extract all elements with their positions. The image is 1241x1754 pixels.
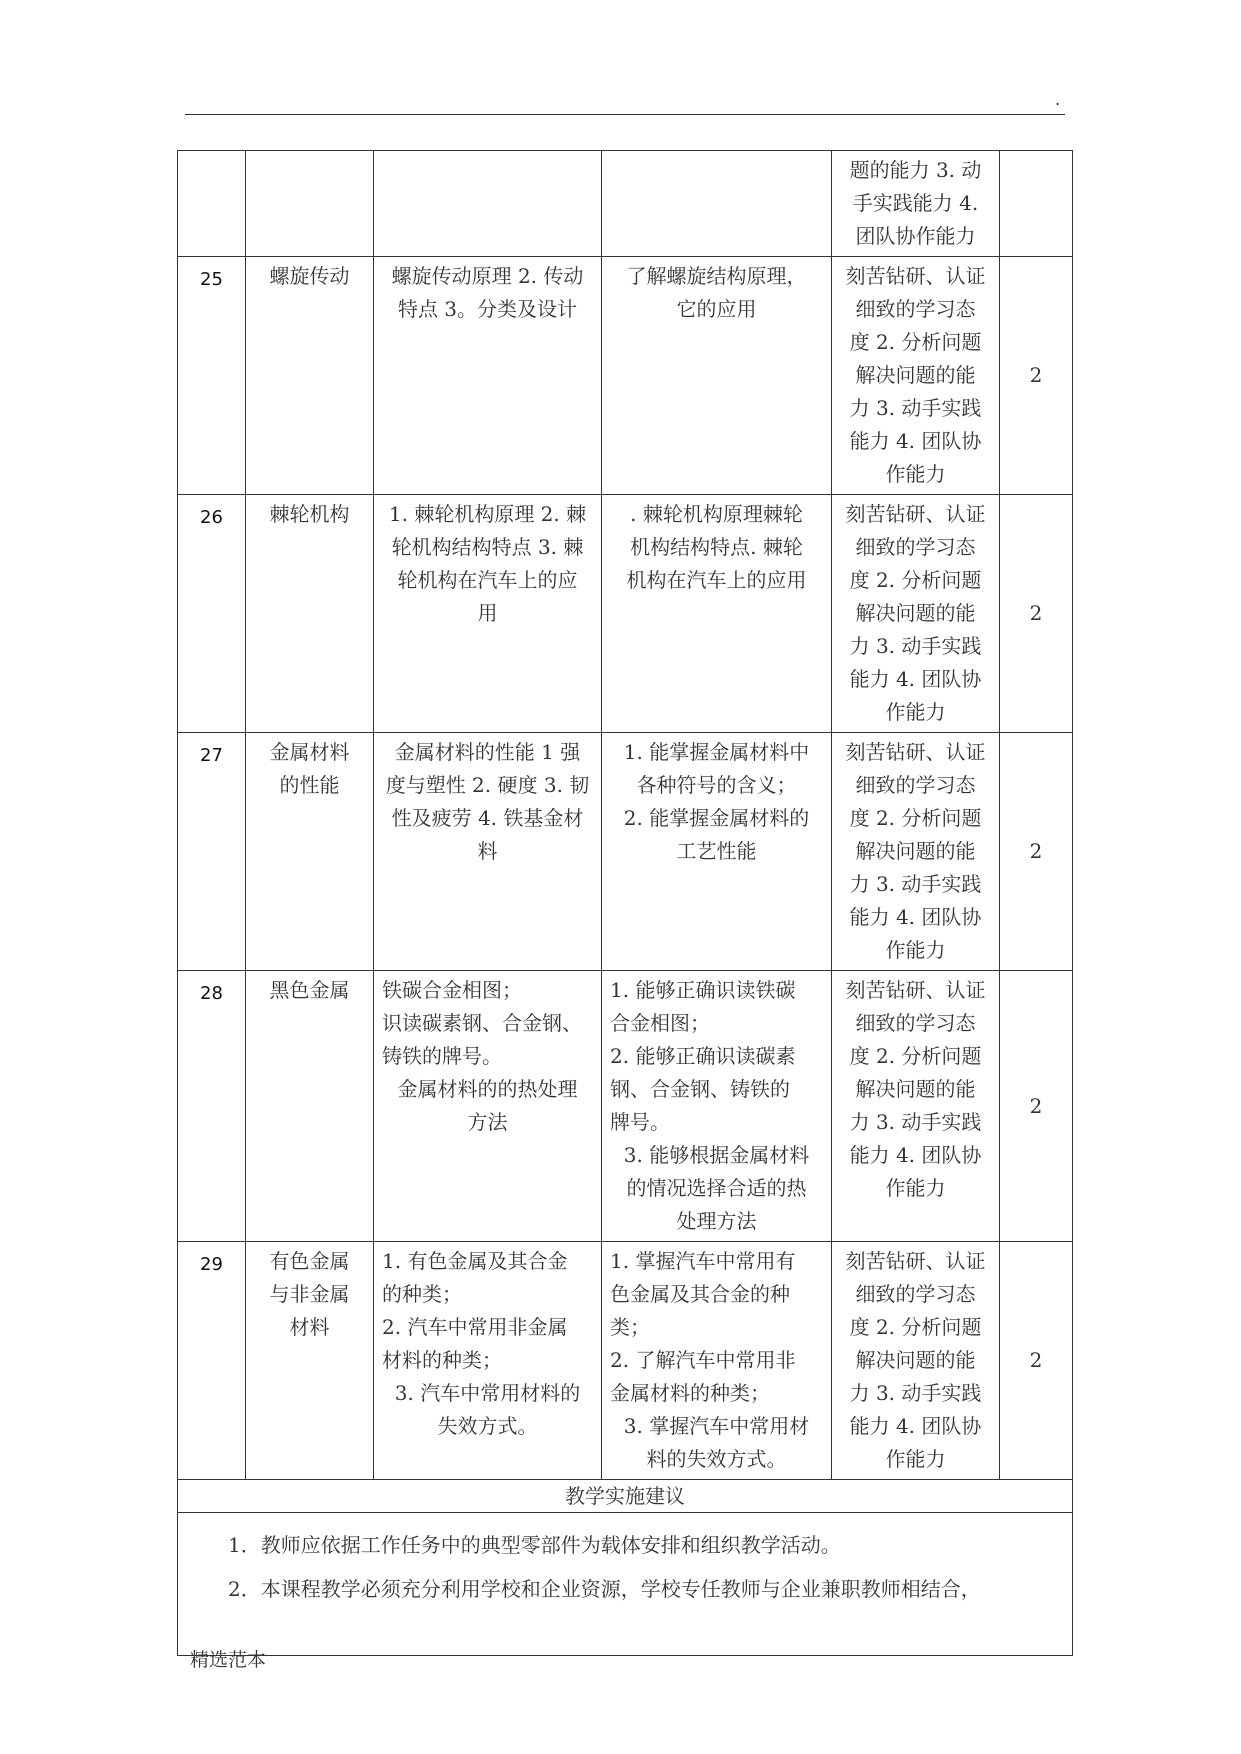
suggestion-item: 2．本课程教学必须充分利用学校和企业资源，学校专任教师与企业兼职教师相结合，: [228, 1577, 981, 1601]
ability-line: 团队协作能力: [855, 224, 976, 248]
section-title: 教学实施建议: [178, 1480, 1073, 1513]
goal-cell: [602, 257, 832, 495]
content-cell: [374, 151, 602, 257]
ability-line: 细致的学习态: [855, 535, 976, 559]
ability-line: 题的能力 3. 动: [849, 158, 982, 182]
ability-line: 刻苦钻研、认证: [845, 502, 986, 526]
name-line: 材料: [289, 1315, 330, 1339]
ability-line: 解决问题的能: [855, 1077, 976, 1101]
goal-line: 机构结构特点. 棘轮: [630, 535, 803, 559]
content-line: 螺旋传动原理 2. 传动: [391, 264, 584, 288]
hours-text: 2: [1029, 601, 1043, 625]
name-line: 金属材料: [269, 740, 350, 764]
ability-line: 度 2. 分析问题: [849, 1315, 982, 1339]
ability-cell: [832, 151, 1000, 257]
row-number: [178, 971, 246, 1242]
goal-cell: [602, 1242, 832, 1480]
content-line: 用: [477, 601, 498, 625]
hours-cell: [1000, 971, 1073, 1242]
hours-cell: [1000, 495, 1073, 733]
course-table: [177, 150, 1073, 1656]
ability-line: 刻苦钻研、认证: [845, 740, 986, 764]
goal-line: 牌号。: [610, 1110, 670, 1134]
table-row-continuation: [178, 151, 1073, 257]
row-number-text: 26: [200, 507, 223, 528]
ability-line: 细致的学习态: [855, 1282, 976, 1306]
row-number-text: 28: [200, 983, 223, 1004]
content-line: 铸铁的牌号。: [382, 1044, 502, 1068]
hours-cell: [1000, 257, 1073, 495]
goal-line: 合金相图；: [610, 1011, 710, 1035]
ability-line: 能力 4. 团队协: [849, 1143, 982, 1167]
content-line: 特点 3。分类及设计: [397, 297, 578, 321]
name-cell: [246, 151, 374, 257]
suggestions-row: [178, 1513, 1073, 1656]
ability-line: 作能力: [885, 700, 946, 724]
goal-line: 色金属及其合金的种: [610, 1282, 790, 1306]
table-row: [178, 257, 1073, 495]
hours-text: 2: [1029, 1348, 1043, 1372]
ability-line: 力 3. 动手实践: [849, 1381, 982, 1405]
hours-text: 2: [1029, 1093, 1043, 1118]
goal-line: 3. 能够根据金属材料: [623, 1143, 810, 1167]
ability-line: 力 3. 动手实践: [849, 1110, 982, 1134]
goal-cell: [602, 151, 832, 257]
ability-line: 度 2. 分析问题: [849, 568, 982, 592]
ability-line: 度 2. 分析问题: [849, 330, 982, 354]
content-cell: [374, 257, 602, 495]
content-line: 3. 汽车中常用材料的: [394, 1381, 581, 1405]
goal-line: 类；: [610, 1315, 650, 1339]
row-number: [178, 733, 246, 971]
content-line: 铁碳合金相图；: [382, 978, 522, 1002]
goal-cell: [602, 733, 832, 971]
row-number-text: 27: [200, 745, 223, 766]
goal-line: 1. 能够正确识读铁碳: [610, 978, 796, 1002]
suggestion-item: 1．教师应依据工作任务中的典型零部件为载体安排和组织教学活动。: [228, 1533, 841, 1557]
section-title-row: [178, 1480, 1073, 1513]
table-row: [178, 495, 1073, 733]
hours-cell: [1000, 151, 1073, 257]
goal-line: 了解螺旋结构原理，: [626, 264, 807, 288]
content-line: 的种类；: [382, 1282, 462, 1306]
header-mark: .: [1055, 90, 1061, 109]
content-line: 识读碳素钢、合金钢、: [382, 1011, 582, 1035]
name-line: 螺旋传动: [269, 264, 350, 288]
ability-cell: [832, 971, 1000, 1242]
ability-line: 细致的学习态: [855, 297, 976, 321]
ability-line: 作能力: [885, 1176, 946, 1200]
ability-line: 细致的学习态: [855, 773, 976, 797]
suggestions-cell: [178, 1513, 1073, 1656]
goal-line: 1. 能掌握金属材料中: [623, 740, 810, 764]
ability-line: 刻苦钻研、认证: [845, 978, 986, 1002]
ability-line: 解决问题的能: [855, 839, 976, 863]
content-line: 金属材料的性能 1 强: [394, 740, 581, 764]
ability-line: 刻苦钻研、认证: [845, 1249, 986, 1273]
goal-cell: [602, 495, 832, 733]
goal-line: 处理方法: [676, 1209, 757, 1233]
ability-cell: [832, 495, 1000, 733]
topic-name-cell: [246, 257, 374, 495]
ability-line: 刻苦钻研、认证: [845, 264, 986, 288]
ability-line: 度 2. 分析问题: [849, 806, 982, 830]
ability-line: 解决问题的能: [855, 1348, 976, 1372]
goal-line: 3. 掌握汽车中常用材: [623, 1414, 810, 1438]
goal-line: 2. 能掌握金属材料的: [623, 806, 810, 830]
goal-line: 钢、合金钢、铸铁的: [610, 1077, 790, 1101]
name-line: 棘轮机构: [269, 502, 350, 526]
content-line: 轮机构结构特点 3. 棘: [391, 535, 584, 559]
ability-cell: [832, 1242, 1000, 1480]
ability-line: 力 3. 动手实践: [849, 872, 982, 896]
hours-text: 2: [1029, 839, 1043, 863]
table-row: [178, 971, 1073, 1242]
header-rule: [185, 114, 1065, 115]
goal-line: 它的应用: [676, 297, 757, 321]
content-cell: [374, 971, 602, 1242]
content-line: 轮机构在汽车上的应: [397, 568, 578, 592]
name-line: 有色金属: [269, 1249, 350, 1273]
topic-name-cell: [246, 971, 374, 1242]
content-line: 料: [477, 839, 498, 863]
row-number: [178, 495, 246, 733]
content-line: 失效方式。: [437, 1414, 538, 1438]
hours-cell: [1000, 1242, 1073, 1480]
name-line: 的性能: [279, 773, 340, 797]
goal-line: 各种符号的含义；: [636, 773, 797, 797]
content-line: 度与塑性 2. 硬度 3. 韧: [385, 773, 590, 797]
ability-line: 力 3. 动手实践: [849, 634, 982, 658]
goal-line: 2. 了解汽车中常用非: [610, 1348, 796, 1372]
ability-line: 能力 4. 团队协: [849, 1414, 982, 1438]
ability-cell: [832, 733, 1000, 971]
goal-line: 料的失效方式。: [646, 1447, 787, 1471]
hours-cell: [1000, 733, 1073, 971]
row-number: [178, 1242, 246, 1480]
ability-line: 手实践能力 4.: [852, 191, 979, 215]
row-number: [178, 257, 246, 495]
name-line: 黑色金属: [269, 978, 350, 1002]
content-line: 1. 有色金属及其合金: [382, 1249, 568, 1273]
topic-name-cell: [246, 733, 374, 971]
ability-line: 能力 4. 团队协: [849, 667, 982, 691]
hours-text: 2: [1029, 363, 1043, 387]
goal-line: 1. 掌握汽车中常用有: [610, 1249, 796, 1273]
ability-line: 作能力: [885, 1447, 946, 1471]
ability-line: 解决问题的能: [855, 601, 976, 625]
ability-line: 解决问题的能: [855, 363, 976, 387]
content-line: 金属材料的的热处理: [397, 1077, 578, 1101]
goal-line: 金属材料的种类；: [610, 1381, 770, 1405]
goal-cell: [602, 971, 832, 1242]
ability-line: 度 2. 分析问题: [849, 1044, 982, 1068]
ability-line: 作能力: [885, 938, 946, 962]
footer-text: 精选范本: [190, 1649, 267, 1671]
row-number-text: 25: [200, 269, 223, 290]
row-number-text: 29: [200, 1254, 223, 1275]
content-line: 性及疲劳 4. 铁基金材: [391, 806, 584, 830]
content-line: 材料的种类；: [382, 1348, 502, 1372]
ability-line: 能力 4. 团队协: [849, 429, 982, 453]
num-cell: [178, 151, 246, 257]
goal-line: 的情况选择合适的热: [626, 1176, 807, 1200]
table-row: [178, 733, 1073, 971]
goal-line: 机构在汽车上的应用: [626, 568, 807, 592]
content-cell: [374, 495, 602, 733]
table-row: [178, 1242, 1073, 1480]
name-line: 与非金属: [269, 1282, 350, 1306]
content-line: 2. 汽车中常用非金属: [382, 1315, 568, 1339]
ability-cell: [832, 257, 1000, 495]
ability-line: 作能力: [885, 462, 946, 486]
topic-name-cell: [246, 495, 374, 733]
ability-line: 细致的学习态: [855, 1011, 976, 1035]
topic-name-cell: [246, 1242, 374, 1480]
goal-line: 2. 能够正确识读碳素: [610, 1044, 796, 1068]
ability-line: 能力 4. 团队协: [849, 905, 982, 929]
content-line: 方法: [467, 1110, 508, 1134]
content-cell: [374, 1242, 602, 1480]
content-cell: [374, 733, 602, 971]
course-table-body: [178, 151, 1073, 1656]
goal-line: 工艺性能: [676, 839, 757, 863]
ability-line: 力 3. 动手实践: [849, 396, 982, 420]
content-line: 1. 棘轮机构原理 2. 棘: [388, 502, 587, 526]
goal-line: . 棘轮机构原理棘轮: [630, 502, 803, 526]
